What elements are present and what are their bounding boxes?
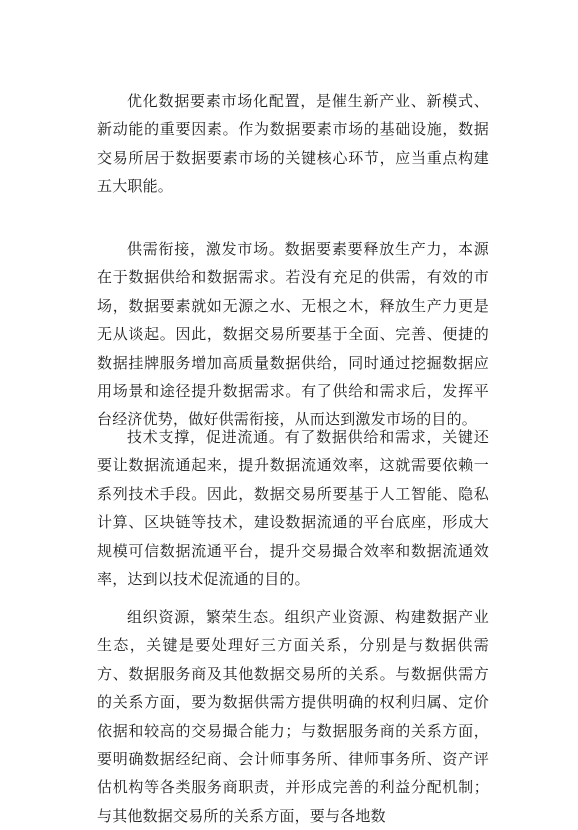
- paragraph-supply-demand: 供需衔接，激发市场。数据要素要释放生产力，本源在于数据供给和数据需求。若没有充足的供需，有效的市场，数据要素就如无源之水、无根之木，释放生产力更是无从谈起。因此，数据交易所要基于全面、完善、便捷的数据挂牌服务增加高质量数据供给，同时通过挖掘数据应用场景和途径提升数据需求。有了供给和需求后，发挥平台经济优势，做好供需衔接，从而达到激发市场的目的。: [97, 240, 489, 429]
- paragraph-technical-support: 技术支撑，促进流通。有了数据供给和需求，关键还要让数据流通起来，提升数据流通效率，这就需要依赖一系列技术手段。因此，数据交易所要基于人工智能、隐私计算、区块链等技术，建设数据流通的平台底座，形成大规模可信数据流通平台，提升交易撮合效率和数据流通效率，达到以技术促流通的目的。: [97, 428, 489, 589]
- paragraph-intro: 优化数据要素市场化配置，是催生新产业、新模式、新动能的重要因素。作为数据要素市场的基础设施，数据交易所居于数据要素市场的关键核心环节，应当重点构建五大职能。: [97, 92, 489, 196]
- paragraph-organize-resources: 组织资源，繁荣生态。组织产业资源、构建数据产业生态，关键是要处理好三方面关系，分别是与数据供需方、数据服务商及其他数据交易所的关系。与数据供需方的关系方面，要为数据供需方提供明确的权利归属、定价依据和较高的交易撮合能力；与数据服务商的关系方面，要明确数据经纪商、会计师事务所、律师事务所、资产评估机构等各类服务商职责，并形成完善的利益分配机制；与其他数据交易所的关系方面，要与各地数: [97, 608, 489, 825]
